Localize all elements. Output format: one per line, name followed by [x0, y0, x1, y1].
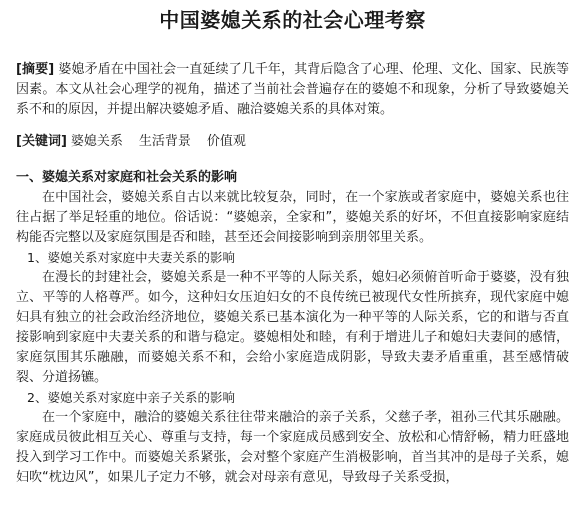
keyword-item: 生活背景: [138, 134, 191, 149]
keyword-item: 价值观: [206, 134, 246, 149]
section-paragraph: 在中国社会，婆媳关系自古以来就比较复杂，同时，在一个家族或者家庭中，婆媳关系也往往占据了举足轻重的地位。俗话说：“婆媳亲，全家和”，婆媳关系的好坏，不但直接影响家庭结构能否完整以及家庭氛围是否和睦，甚至还会间接影响到亲朋邻里关系。: [16, 190, 569, 245]
document-title: 中国婆媳关系的社会心理考察: [159, 8, 426, 32]
subsection-paragraph: 在漫长的封建社会，婆媳关系是一种不平等的人际关系，媳妇必须俯首听命于婆婆，没有独立、平等的人格尊严。如今，这种妇女压迫妇女的不良传统已被现代女性所摈弃，现代家庭中媳妇具有独立的社会政治经济地位，婆媳关系已基本演化为一种平等的人际关系，它的和谐与否直接影响到家庭中夫妻关系的和谐与稳定。婆媳相处和睦，有利于增进儿子和媳妇夫妻间的感情，家庭氛围其乐融融，而婆媳关系不和，会给小家庭造成阴影，导致夫妻矛盾重重，甚至感情破裂、分道扬镳。: [16, 270, 569, 385]
subsection-paragraph: 在一个家庭中，融洽的婆媳关系往往带来融洽的亲子关系，父慈子孝，祖孙三代其乐融融。家庭成员彼此相互关心、尊重与支持，每一个家庭成员感到安全、放松和心情舒畅，精力旺盛地投入到学习工作中。而婆媳关系紧张，会对整个家庭产生消极影响，首当其冲的是母子关系，媳妇吹“枕边风”，如果儿子定力不够，就会对母亲有意见，导致母子关系受损，: [16, 410, 569, 485]
abstract-text: 婆媳矛盾在中国社会一直延续了几千年，其背后隐含了心理、伦理、文化、国家、民族等因素。本文从社会心理学的视角，描述了当前社会普遍存在的婆媳不和现象，分析了导致婆媳关系不和的原因，并提出解决婆媳矛盾、融洽婆媳关系的具体对策。: [16, 62, 569, 117]
keyword-item: 婆媳关系: [70, 134, 123, 149]
abstract-paragraph: [16, 60, 569, 120]
keywords-label: [关键词]: [16, 134, 67, 149]
keywords-line: [16, 132, 569, 152]
section-heading: 一、婆媳关系对家庭和社会关系的影响: [16, 170, 238, 185]
subsection-heading: 1、婆媳关系对家庭中夫妻关系的影响: [27, 250, 235, 265]
subsection-heading: 2、婆媳关系对家庭中亲子关系的影响: [27, 390, 235, 405]
abstract-label: [摘要]: [16, 62, 55, 77]
